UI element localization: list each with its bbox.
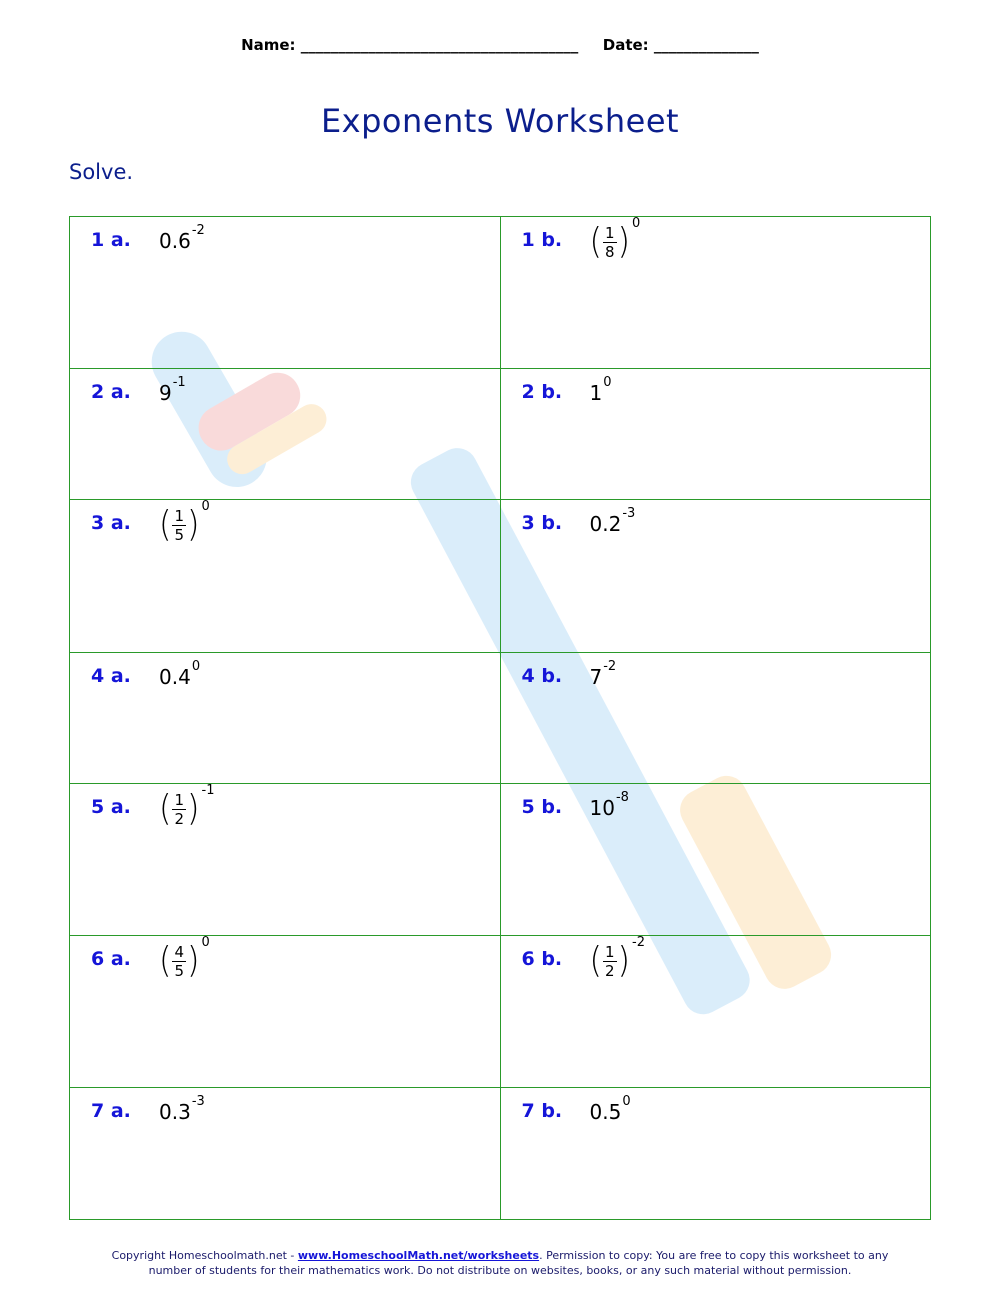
header (0, 36, 1000, 54)
expression-base: 0.6 (159, 229, 191, 253)
problem-label: 4 a. (91, 665, 131, 687)
footer-link[interactable]: www.HomeschoolMath.net/worksheets (297, 1249, 540, 1262)
right-paren: ) (617, 939, 631, 981)
problem-expression (589, 375, 612, 405)
problem-cell[interactable] (500, 784, 931, 936)
expression-exponent: -3 (191, 1094, 205, 1109)
problem-label: 3 b. (521, 512, 563, 534)
problem-cell[interactable] (500, 653, 931, 784)
left-paren: ( (159, 939, 172, 981)
fraction (172, 941, 186, 980)
instructions: Solve. (69, 160, 134, 184)
problem-expression (159, 499, 210, 545)
expression-base: 0.5 (589, 1100, 622, 1124)
date-label: Date: (602, 36, 649, 54)
fraction-denominator: 8 (604, 242, 615, 261)
problem-expression (159, 375, 186, 405)
expression-base: 0.4 (159, 665, 191, 689)
right-paren: ) (187, 503, 200, 545)
expression-base: 0.2 (589, 512, 622, 536)
problem-cell[interactable] (70, 217, 501, 369)
fraction-denominator: 2 (604, 961, 615, 980)
footer-prefix: Copyright Homeschoolmath.net - (111, 1249, 298, 1262)
expression-exponent: 0 (603, 375, 612, 390)
fraction (172, 505, 186, 544)
right-paren: ) (617, 220, 631, 262)
problem-label: 7 b. (521, 1100, 563, 1122)
problem-cell[interactable] (70, 784, 501, 936)
problem-expression (589, 216, 641, 262)
problem-expression (589, 659, 617, 689)
fraction-denominator: 5 (174, 961, 185, 980)
problem-label: 1 a. (91, 229, 131, 251)
right-paren: ) (187, 787, 200, 829)
grid-row (70, 369, 931, 500)
problem-expression (589, 506, 636, 536)
problem-label: 3 a. (91, 512, 131, 534)
problem-cell[interactable] (500, 1088, 931, 1220)
fraction-numerator: 1 (604, 942, 615, 961)
grid-row (70, 1088, 931, 1220)
expression-exponent: 0 (632, 216, 641, 231)
left-paren: ( (159, 503, 172, 545)
problem-label: 1 b. (521, 229, 563, 251)
problem-cell[interactable] (500, 936, 931, 1088)
problem-label: 7 a. (91, 1100, 131, 1122)
problem-label: 6 a. (91, 948, 131, 970)
expression-exponent: -2 (632, 935, 645, 950)
expression-exponent: 0 (191, 659, 201, 674)
date-blank[interactable]: ______________ (653, 36, 759, 54)
problem-cell[interactable] (70, 369, 501, 500)
grid-row (70, 936, 931, 1088)
problem-label: 5 a. (91, 796, 131, 818)
problem-cell[interactable] (70, 500, 501, 653)
expression-exponent: -2 (191, 223, 205, 238)
expression-exponent: 0 (201, 935, 210, 950)
expression-exponent: -8 (615, 790, 629, 805)
name-blank[interactable]: _____________________________________ (300, 36, 579, 54)
fraction-numerator: 4 (174, 942, 185, 961)
fraction-denominator: 2 (174, 809, 185, 828)
expression-base: 10 (589, 796, 615, 820)
problem-cell[interactable] (70, 1088, 501, 1220)
problem-label: 5 b. (521, 796, 563, 818)
problem-expression (589, 935, 645, 981)
footer-suffix: . Permission to copy: You are free to copy this worksheet to any (539, 1249, 889, 1262)
name-label: Name: (241, 36, 296, 54)
problem-label: 6 b. (521, 948, 563, 970)
footer-line2: number of students for their mathematics work. Do not distribute on websites, books, or any such material without permission. (148, 1264, 852, 1277)
left-paren: ( (589, 220, 602, 262)
expression-exponent: -3 (622, 506, 636, 521)
problem-cell[interactable] (70, 936, 501, 1088)
problem-cell[interactable] (70, 653, 501, 784)
expression-exponent: -2 (603, 659, 617, 674)
problem-expression (589, 790, 629, 820)
fraction-numerator: 1 (604, 223, 615, 242)
problem-label: 2 b. (521, 381, 563, 403)
expression-exponent: -1 (172, 375, 186, 390)
grid-row (70, 217, 931, 369)
fraction (603, 222, 617, 261)
problem-grid (69, 216, 931, 1220)
footer (0, 1248, 1000, 1278)
fraction-numerator: 1 (174, 790, 185, 809)
expression-base: 7 (589, 665, 603, 689)
problem-label: 4 b. (521, 665, 563, 687)
fraction-numerator: 1 (174, 506, 185, 525)
problem-expression (589, 1094, 631, 1124)
problem-expression (159, 659, 201, 689)
problem-cell[interactable] (500, 369, 931, 500)
expression-exponent: 0 (622, 1094, 631, 1109)
expression-base: 1 (589, 381, 603, 405)
right-paren: ) (187, 939, 200, 981)
problem-cell[interactable] (500, 217, 931, 369)
problem-expression (159, 935, 210, 981)
expression-exponent: -1 (201, 783, 215, 798)
expression-base: 9 (159, 381, 172, 405)
expression-base: 0.3 (159, 1100, 191, 1124)
grid-row (70, 784, 931, 936)
expression-exponent: 0 (201, 499, 210, 514)
left-paren: ( (589, 939, 602, 981)
problem-expression (159, 1094, 205, 1124)
page-title: Exponents Worksheet (320, 102, 680, 140)
left-paren: ( (159, 787, 172, 829)
fraction-denominator: 5 (174, 525, 185, 544)
problem-expression (159, 783, 215, 829)
fraction (172, 789, 186, 828)
problem-expression (159, 223, 205, 253)
grid-row (70, 500, 931, 653)
grid-row (70, 653, 931, 784)
problem-label: 2 a. (91, 381, 131, 403)
problem-cell[interactable] (500, 500, 931, 653)
fraction (603, 941, 617, 980)
